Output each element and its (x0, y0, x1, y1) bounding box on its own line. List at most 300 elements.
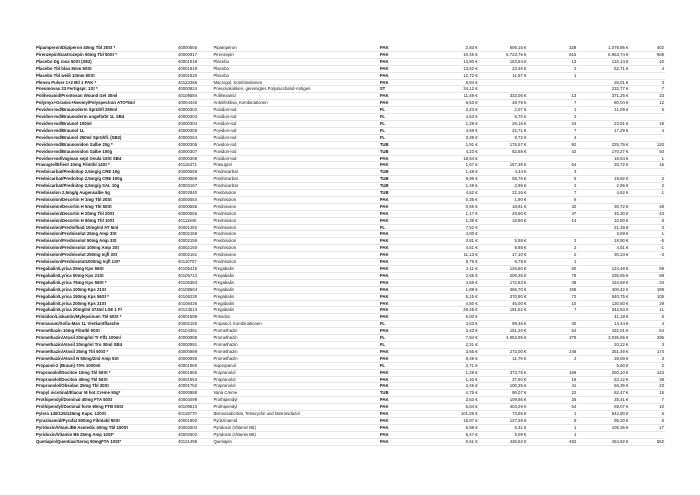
table-row (35, 259, 665, 266)
pzn-cell: 40001918 (177, 58, 198, 64)
count-cell: 15 (659, 390, 664, 396)
quantity-cell: 54 (571, 328, 577, 334)
pzn-cell: 40106712 (177, 272, 198, 278)
substance-cell: Povidon-Iod (213, 120, 237, 126)
table-row (35, 127, 665, 134)
substance-cell: Prednisolon (213, 245, 237, 251)
quantity-cell: 41 (571, 383, 577, 389)
total-value-cell: 2,96 € (514, 183, 527, 189)
quantity-cell: 47 (571, 210, 577, 216)
amount-cell (577, 72, 629, 79)
unit-cell: PAK (379, 279, 389, 285)
product-name-cell: Plenvu Pulver 1+2 Btl 1 PAK * (36, 79, 97, 85)
product-name-cell: Prednisolon/Prednifluid 10mg/ml AT 5ml (36, 224, 119, 230)
table-row (35, 335, 665, 342)
product-name-cell: Prednisolon/Prednisolut1000mg Injfl 1St* (36, 259, 121, 265)
product-name-cell: Pregabalin/Lyrica 100mg Kps 21St (36, 286, 107, 292)
pzn-cell: 40000988 (177, 335, 198, 341)
total-value-cell: 45,00 € (512, 300, 527, 306)
unit-price-cell: 6,63 € (465, 100, 478, 106)
amount-cell: 23,81 € (614, 120, 629, 126)
quantity-cell: 246 (569, 348, 577, 354)
substance-cell: Pregabalin (213, 307, 234, 313)
quantity-cell: 10 (571, 300, 577, 306)
pzn-cell: 40002161 (177, 252, 198, 258)
substance-cell: Pregabalin (213, 300, 234, 306)
pzn-cell: 40111940 (177, 217, 197, 223)
quantity-cell: 2 (573, 252, 577, 258)
unit-cell: PAK (379, 328, 389, 334)
unit-cell: PAK (379, 231, 389, 237)
inventory-sheet (35, 45, 665, 446)
amount-cell: 1.079,86 € (608, 45, 629, 50)
unit-cell: PAK (379, 196, 389, 202)
substance-cell: Prednisolon (213, 210, 237, 216)
total-value-cell: 22,16 € (512, 190, 527, 196)
unit-cell: PAK (379, 348, 389, 354)
unit-cell: PAK (379, 210, 389, 216)
table-row (35, 272, 665, 279)
substance-cell: Promethazin (213, 348, 238, 354)
quantity-cell: 32 (571, 203, 577, 209)
quantity-cell: 14 (571, 217, 577, 223)
total-value-cell: 175,57 € (509, 141, 527, 147)
unit-price-cell: 1,89 € (465, 286, 478, 292)
count-cell: 11 (659, 307, 664, 313)
unit-price-cell: 7,84 € (465, 335, 478, 341)
unit-price-cell: 4,55 € (465, 279, 478, 285)
pzn-cell: 40003499 (177, 397, 198, 403)
substance-cell: Propranolol (213, 376, 236, 382)
count-cell: 34 (659, 279, 664, 285)
total-value-cell: 126,60 € (509, 266, 527, 271)
product-name-cell: Povidon-Iod/Braunovidon Salbe 20g * (36, 141, 113, 147)
count-cell: 2 (661, 176, 664, 182)
unit-cell: PAK (379, 383, 389, 389)
total-value-cell: 48,78 € (512, 100, 527, 106)
table-row (35, 314, 665, 321)
substance-cell: Antiinfektiva, Kombinationen (213, 100, 268, 106)
substance-cell: Quetiapin (213, 438, 232, 444)
amount-cell: 18,54 € (614, 155, 629, 161)
substance-cell: Prednisolon (213, 259, 237, 265)
pzn-cell: 40110707 (177, 259, 197, 265)
quantity-cell: 24 (571, 120, 577, 126)
table-row (35, 86, 665, 93)
unit-cell: PAK (379, 314, 389, 320)
substance-cell: Polihexanid (213, 93, 236, 99)
quantity-cell: 13 (571, 93, 577, 99)
table-row (35, 141, 665, 148)
amount-cell: 21,49 € (614, 224, 629, 230)
substance-cell: Placebo (213, 65, 229, 71)
count-cell: 7 (661, 86, 664, 92)
count-cell: 2 (661, 362, 664, 368)
quantity-cell: 328 (569, 45, 577, 50)
table-row (35, 286, 665, 293)
amount-cell: 41,18 € (614, 314, 629, 320)
substance-cell: Prednicarbat (213, 176, 238, 182)
quantity-cell (527, 341, 577, 348)
unit-price-cell: 0,35 € (465, 196, 478, 202)
amount-cell: 154,68 € (611, 279, 629, 285)
count-cell: 48 (659, 203, 664, 209)
table-row (35, 266, 665, 273)
amount-cell: 130,50 € (611, 300, 629, 306)
pzn-cell: 40000924 (177, 86, 198, 92)
quantity-cell (527, 314, 577, 321)
product-name-cell: Primidon/Liskantin/Mylepsinum Tbl 50St * (36, 314, 122, 320)
pzn-cell: 40000307 (177, 148, 198, 154)
substance-cell: Isopropanol (213, 362, 236, 368)
total-value-cell: 11,79 € (512, 355, 527, 361)
product-name-cell: Prednicarbat/Prednitop 2,5mg/g CRE 100g (36, 176, 123, 182)
table-row (35, 376, 665, 383)
total-value-cell: 4,44 € (514, 169, 527, 175)
product-name-cell: Placebo Dg rosa 50St (S82) (36, 58, 92, 64)
product-name-cell: Promethazin/Atosil N 50mg/2ml Amp 5St (36, 355, 119, 361)
product-name-cell: Povidon-Iod/Braunoderm ungefärbt 1L SB4 (36, 114, 125, 120)
amount-cell: 56,35 € (614, 383, 629, 389)
unit-price-cell: 0,61 € (465, 438, 478, 444)
quantity-cell: 72 (571, 293, 577, 299)
quantity-cell: 6 (573, 176, 577, 182)
table-row (35, 355, 665, 362)
unit-price-cell: 3,35 € (465, 134, 478, 140)
unit-price-cell: 13,62 € (463, 65, 478, 71)
pzn-cell: 40116371 (177, 162, 197, 168)
total-value-cell: 59,76 € (512, 176, 527, 182)
quantity-cell: 42 (571, 148, 577, 154)
unit-cell: PAK (379, 252, 389, 258)
unit-price-cell: 1,67 € (465, 162, 478, 168)
amount-cell: 182,01 € (611, 328, 629, 334)
unit-cell: PAK (379, 203, 389, 209)
pzn-cell: 40001599 (177, 314, 198, 320)
unit-cell: PAK (379, 100, 389, 106)
count-cell: 120 (656, 141, 664, 147)
unit-cell: ST (379, 86, 386, 92)
substance-cell: Pirenzepin (213, 51, 234, 57)
unit-cell: TUB (379, 183, 389, 189)
unit-cell: FL (379, 134, 386, 140)
count-cell: 10 (659, 58, 664, 64)
product-name-cell: Placebo Tbl blau 8mm 50St (36, 65, 92, 71)
count-cell: 10 (659, 404, 664, 410)
amount-cell: 95,20 € (614, 417, 629, 423)
total-value-cell: 17,10 € (512, 252, 527, 258)
unit-cell: TUB (379, 176, 389, 182)
pzn-cell: 40109584 (177, 93, 198, 99)
substance-cell: Povidon-Iod (213, 127, 237, 133)
table-row (35, 162, 665, 169)
table-row (35, 431, 665, 438)
quantity-cell: 379 (569, 335, 577, 341)
count-cell (629, 72, 665, 79)
amount-cell: 26,01 € (614, 79, 629, 85)
substance-cell: Povidon-Iod (213, 134, 237, 140)
count-cell: 4 (661, 65, 664, 71)
quantity-cell: 3 (573, 169, 577, 175)
amount-cell: 4,51 € (616, 245, 629, 251)
product-name-cell: Pirenzepin/Gastrozepin 50mg Tbl 50St * (36, 51, 117, 57)
amount-cell: 6.963,74 € (608, 51, 629, 57)
unit-price-cell: 3,63 € (465, 321, 478, 327)
unit-cell: PAK (379, 162, 389, 168)
pzn-cell: 40119770 (177, 411, 197, 417)
total-value-cell: 8,79 € (514, 259, 527, 265)
pzn-cell: 40000991 (177, 341, 198, 347)
unit-cell: PAK (379, 259, 389, 265)
product-name-cell: Propyl nicotinat/Elacur M hot Creme 50g* (36, 390, 121, 396)
unit-price-cell: 15,87 € (463, 417, 478, 423)
total-value-cell (479, 86, 528, 93)
pzn-cell: 40000554 (177, 196, 198, 202)
amount-cell: 19,92 € (614, 176, 629, 182)
total-value-cell: 8,88 € (514, 245, 527, 251)
unit-price-cell: 8,79 € (465, 259, 478, 265)
unit-price-cell: 1,48 € (465, 183, 478, 189)
unit-cell: PAK (379, 404, 389, 410)
unit-price-cell: 9,49 € (465, 355, 478, 361)
amount-cell: 232,77 € (611, 86, 629, 92)
total-value-cell: 48,90 € (512, 210, 527, 216)
pzn-cell: 40001965 (177, 369, 198, 375)
product-name-cell: Pyridoxin/Vitam./B6 Asmedic 40mg Tbl 100St (36, 424, 128, 430)
substance-cell: Povidon-Iod (213, 155, 237, 161)
quantity-cell: 79 (571, 272, 577, 278)
product-name-cell: Promethazin/Atosil 20mg/ml Tr Flfz 100ml (36, 335, 121, 341)
unit-cell: PAK (379, 397, 389, 403)
table-row (35, 424, 665, 431)
unit-price-cell: 29,45 € (463, 307, 478, 313)
unit-price-cell: 13,80 € (463, 58, 478, 64)
total-value-cell: 6,31 € (514, 424, 527, 430)
quantity-cell: 60 (571, 266, 577, 271)
count-cell: 6 (661, 314, 664, 320)
count-cell: 3 (661, 224, 664, 230)
product-name-cell: Propranolol/Dociton 40mg Tbl 50St (36, 376, 108, 382)
quantity-cell: 13 (571, 58, 577, 64)
pzn-cell: 40000302 (177, 107, 198, 113)
unit-cell: PAK (379, 217, 389, 223)
table-row (35, 238, 665, 245)
count-cell: -5 (660, 238, 664, 244)
pzn-cell: 40000569 (177, 176, 198, 182)
pzn-cell: 40001992 (177, 417, 198, 423)
pzn-cell: 40000303 (177, 114, 198, 120)
table-row (35, 417, 665, 424)
total-value-cell: 11,67 € (512, 72, 527, 78)
count-cell: 19 (659, 120, 664, 126)
product-name-cell: Prednicarbat/Prednitop 2,5mg/g SAL 10g (36, 183, 120, 189)
table-row (35, 155, 665, 162)
amount-cell: 10,80 € (614, 217, 629, 223)
pzn-cell: 40001282 (177, 224, 198, 230)
total-value-cell: 22,71 € (512, 127, 527, 133)
product-name-cell: Povidon-Iod/Braunol 100ml (36, 120, 92, 126)
count-cell: 4 (661, 127, 664, 133)
count-cell: 38 (659, 376, 664, 382)
pzn-cell: 40001752 (177, 383, 198, 389)
inventory-table-body (35, 45, 665, 445)
total-value-cell: 86,07 € (512, 390, 527, 396)
total-value-cell: 5,98 € (514, 238, 527, 244)
total-value-cell: 333,06 € (509, 93, 527, 99)
unit-price-cell: 1,48 € (465, 169, 478, 175)
pzn-cell: 40106383 (177, 279, 198, 285)
unit-cell: TUB (379, 169, 389, 175)
substance-cell: Prothipendyl (213, 397, 238, 403)
unit-price-cell: 2,31 € (465, 341, 478, 347)
total-value-cell: 127,28 € (509, 417, 527, 423)
quantity-cell: 19 (571, 376, 577, 382)
amount-cell: 124,49 € (611, 266, 629, 271)
total-value-cell: 191,52 € (509, 307, 527, 313)
unit-cell: PAK (379, 438, 389, 444)
unit-cell: FL (379, 321, 386, 327)
table-row (35, 58, 665, 65)
substance-cell: Promethazin (213, 335, 238, 341)
unit-cell: PAK (379, 376, 389, 382)
count-cell: 3 (661, 355, 664, 361)
quantity-cell: 2 (573, 355, 577, 361)
unit-price-cell: 4,75 € (465, 390, 478, 396)
unit-cell: PAK (379, 286, 389, 292)
product-name-cell: Quetiapin/Quentiax/Seroq 50mgFTA 10St* (36, 438, 121, 444)
pzn-cell: 40108436 (177, 300, 198, 306)
substance-cell: Prednicarbat (213, 169, 238, 175)
unit-price-cell: 5,15 € (465, 293, 478, 299)
unit-price-cell: 1,40 € (465, 376, 478, 382)
unit-cell: FL (379, 341, 386, 347)
product-name-cell: Propranolol/Dociton 10mg Tbl 50St * (36, 369, 111, 375)
quantity-cell: 54 (571, 404, 577, 410)
amount-cell: 62,47 € (614, 390, 629, 396)
amount-cell: 25,41 € (614, 397, 629, 403)
total-value-cell: 370,80 € (509, 293, 527, 299)
pzn-cell: 40001919 (177, 65, 198, 71)
quantity-cell: 7 (573, 100, 577, 106)
substance-cell: Promethazin (213, 355, 238, 361)
product-name-cell: Pregabalin/Lyrica 50mg Kps 21St (36, 272, 104, 278)
table-row (35, 411, 665, 418)
unit-cell: PAK (379, 72, 389, 78)
total-value-cell: 100,35 € (509, 383, 527, 389)
quantity-cell: 2 (573, 114, 577, 120)
unit-cell: TUB (379, 190, 389, 196)
pzn-cell: 40001960 (177, 362, 198, 368)
unit-price-cell: 7,52 € (465, 224, 478, 230)
count-cell: 33 (659, 93, 664, 99)
quantity-cell: 7 (573, 307, 577, 313)
substance-cell: Povidon-Iod (213, 148, 237, 154)
total-value-cell: 18,91 € (512, 203, 527, 209)
quantity-cell: 492 (569, 438, 577, 444)
table-row (35, 190, 665, 197)
quantity-cell: 25 (571, 397, 577, 403)
amount-cell: 542,90 € (611, 411, 629, 417)
table-row (35, 210, 665, 217)
pzn-cell: 40000556 (177, 210, 198, 216)
unit-cell: PAK (379, 417, 389, 423)
table-row (35, 169, 665, 176)
unit-cell: FL (379, 127, 386, 133)
product-name-cell: Prednisolon/Decortin H 1mg Tbl 20St (36, 196, 112, 202)
count-cell: 16 (659, 162, 664, 168)
unit-price-cell: 2,65 € (465, 272, 478, 278)
table-row (35, 438, 665, 445)
substance-cell: Prasugrel (213, 162, 232, 168)
quantity-cell: 1 (573, 107, 577, 113)
product-name-cell: Prothipendyl/Dominal 40mg FTA 50St (36, 397, 113, 403)
unit-cell: FL (379, 362, 386, 368)
unit-price-cell: 6,98 € (465, 424, 478, 430)
unit-price-cell: 3,43 € (465, 328, 478, 334)
table-row (35, 362, 665, 369)
count-cell: -1 (660, 245, 664, 251)
quantity-cell: 1 (573, 431, 577, 437)
count-cell: 12 (659, 100, 664, 106)
quantity-cell: 2 (573, 238, 577, 244)
product-name-cell: Promethazin/Atosil 20mg/ml Tro 30ml SB4 (36, 341, 122, 347)
count-cell (629, 196, 665, 203)
quantity-cell (527, 86, 577, 93)
unit-cell: PAK (379, 424, 389, 430)
pzn-cell: 40002158 (177, 231, 198, 237)
quantity-cell: 38 (571, 279, 577, 285)
table-row (35, 100, 665, 107)
substance-cell: Pregabalin (213, 272, 234, 278)
unit-price-cell: 3,81 € (465, 238, 478, 244)
substance-cell: Prednisolon (213, 252, 237, 258)
pzn-cell: 40000989 (177, 348, 198, 354)
count-cell: 3 (661, 79, 664, 85)
count-cell: 668 (656, 51, 664, 57)
amount-cell: 28,69 € (614, 355, 629, 361)
table-row (35, 120, 665, 127)
substance-cell: Placebo (213, 58, 229, 64)
unit-cell: PAK (379, 238, 389, 244)
substance-cell: Pneumokokken, gereinigtes Polysaccharid-Antigen (213, 86, 311, 92)
total-value-cell: 4.053,95 € (506, 335, 527, 341)
pzn-cell: 40003187 (177, 183, 198, 189)
pzn-cell: 40104391 (177, 328, 198, 334)
table-row (35, 217, 665, 224)
amount-cell (577, 134, 629, 141)
pzn-cell: 40002160 (177, 245, 198, 251)
substance-cell: Prednicarbat (213, 183, 238, 189)
product-name-cell: Prednisolon/Prednisolut 250mg Injfl 3St (36, 252, 118, 258)
substance-cell: Primidon (213, 314, 231, 320)
unit-price-cell: 4,63 € (465, 114, 478, 120)
substance-cell: Prednisolon (213, 196, 237, 202)
quantity-cell: 92 (571, 141, 577, 147)
count-cell: 23 (659, 383, 664, 389)
product-name-cell: Povidon-Iod/Braunoderm Sprühfl 250ml (36, 107, 118, 113)
unit-cell: PAK (379, 51, 389, 57)
unit-cell: PAK (379, 245, 389, 251)
product-name-cell: Pyrazinamid/Pyrafat 500mg Filmtabl 50St (36, 417, 120, 423)
substance-cell: Macrogol, Kombinationen (213, 79, 263, 85)
pzn-cell: 40000304 (177, 120, 198, 126)
unit-cell: PAK (379, 272, 389, 278)
quantity-cell (527, 362, 577, 369)
substance-cell: Prednisolon (213, 238, 237, 244)
count-cell: 6 (661, 417, 664, 423)
substance-cell: Pregabalin (213, 279, 234, 285)
amount-cell: 225,79 € (611, 141, 629, 147)
